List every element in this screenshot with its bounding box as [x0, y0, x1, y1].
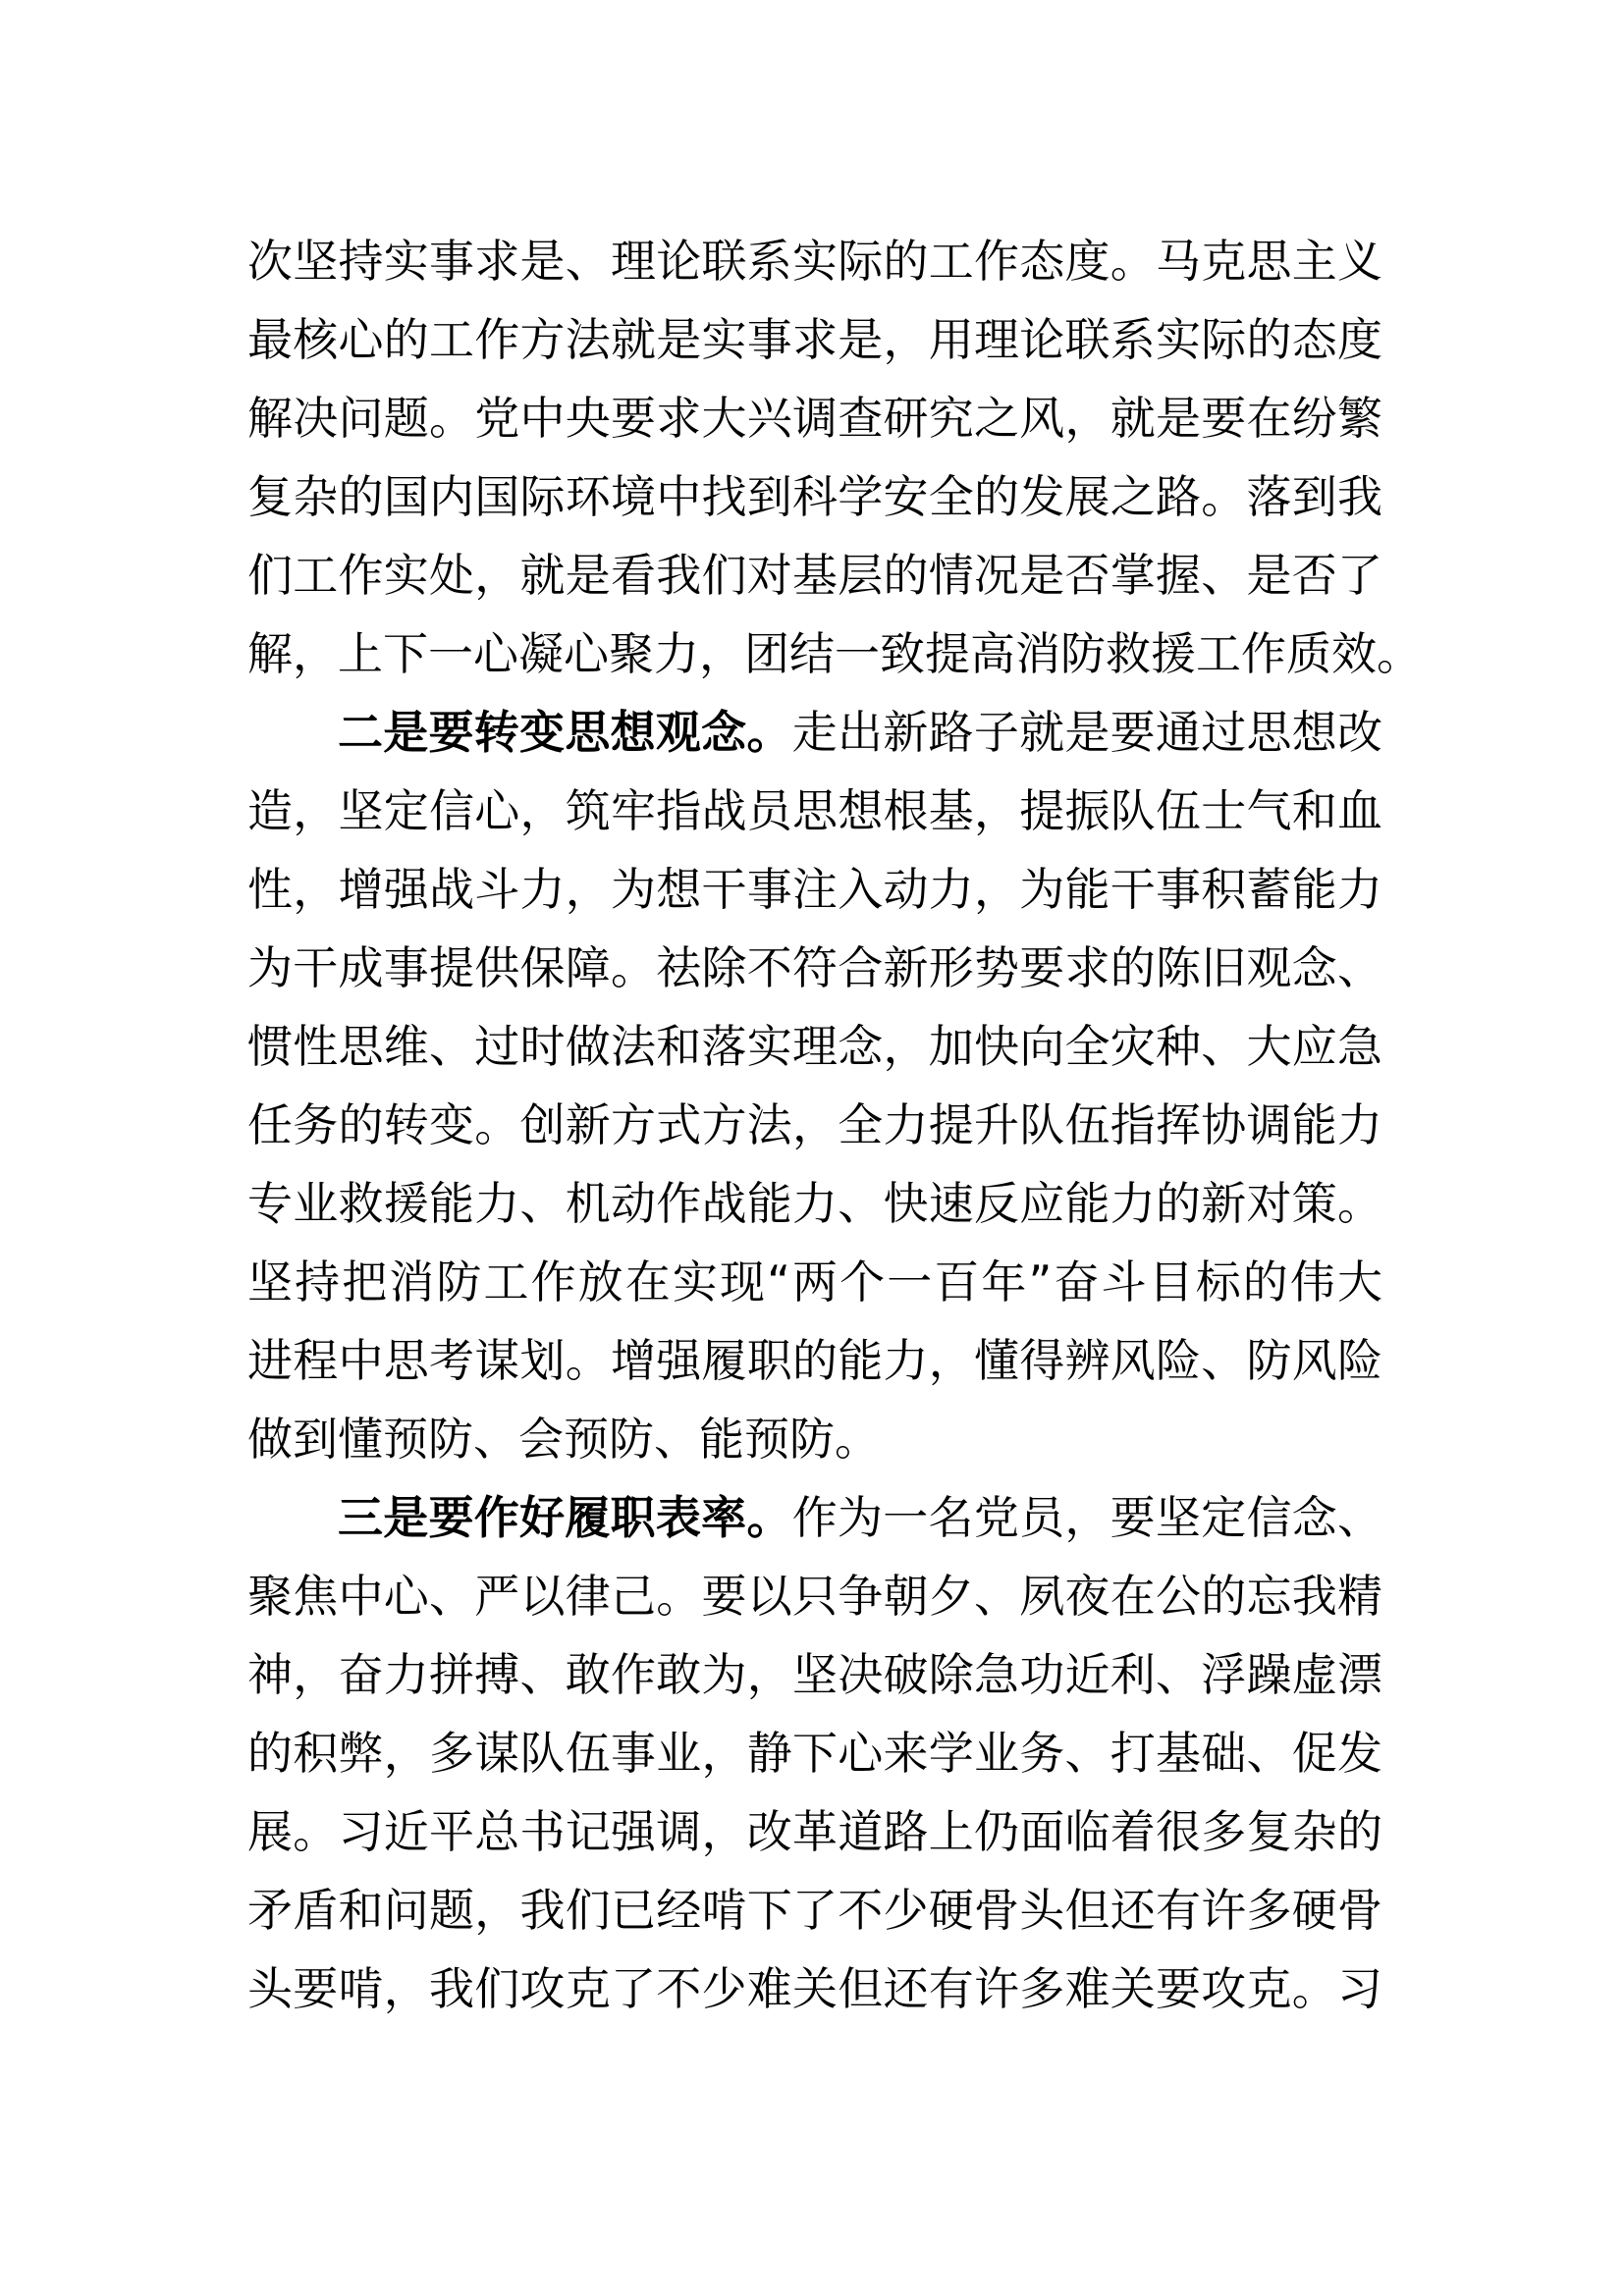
text-line: 们工作实处，就是看我们对基层的情况是否掌握、是否了 — [247, 549, 1382, 602]
text-line: 矛盾和问题，我们已经啃下了不少硬骨头但还有许多硬骨 — [247, 1884, 1382, 1937]
text-line: 展。习近平总书记强调，改革道路上仍面临着很多复杂的 — [247, 1805, 1382, 1858]
text-line: 的积弊，多谋队伍事业，静下心来学业务、打基础、促发 — [247, 1727, 1382, 1780]
text-line: 解决问题。党中央要求大兴调查研究之风，就是要在纷繁 — [247, 392, 1382, 445]
text-line: 坚持把消防工作放在实现“两个一百年”奋斗目标的伟大 — [247, 1255, 1382, 1308]
paragraph-lead-heading: 二是要转变思想观念。 — [338, 706, 792, 759]
text-line: 任务的转变。创新方式方法，全力提升队伍指挥协调能力 — [247, 1098, 1382, 1151]
text-line: 为干成事提供保障。祛除不符合新形势要求的陈旧观念、 — [247, 941, 1382, 994]
text-line — [247, 1478, 1382, 1557]
text-line: 神，奋力拼搏、敢作敢为，坚决破除急功近利、浮躁虚漂 — [247, 1648, 1382, 1701]
text-line: 解，上下一心凝心聚力，团结一致提高消防救援工作质效。 — [247, 627, 1422, 680]
text-segment: 走出新路子就是要通过思想改 — [791, 706, 1383, 759]
text-line: 复杂的国内国际环境中找到科学安全的发展之路。落到我 — [247, 470, 1382, 523]
text-segment: 作为一名党员，要坚定信念、 — [791, 1491, 1383, 1544]
paragraph-2 — [247, 693, 1382, 1478]
paragraph-1 — [247, 222, 1422, 693]
text-line: 惯性思维、过时做法和落实理念，加快向全灾种、大应急 — [247, 1020, 1382, 1073]
paragraph-3 — [247, 1478, 1382, 2028]
text-line: 次坚持实事求是、理论联系实际的工作态度。马克思主义 — [247, 235, 1382, 288]
text-line: 最核心的工作方法就是实事求是，用理论联系实际的态度 — [247, 313, 1382, 366]
text-line: 进程中思考谋划。增强履职的能力，懂得辨风险、防风险 — [247, 1334, 1382, 1387]
document-body — [247, 222, 1422, 2028]
paragraph-lead-heading: 三是要作好履职表率。 — [338, 1491, 792, 1544]
text-line — [247, 693, 1382, 772]
text-line: 造，坚定信心，筑牢指战员思想根基，提振队伍士气和血 — [247, 784, 1382, 837]
text-line: 头要啃，我们攻克了不少难关但还有许多难关要攻克。习 — [247, 1962, 1382, 2015]
text-line: 聚焦中心、严以律己。要以只争朝夕、夙夜在公的忘我精 — [247, 1570, 1382, 1623]
text-line: 性，增强战斗力，为想干事注入动力，为能干事积蓄能力 — [247, 863, 1382, 916]
text-line: 做到懂预防、会预防、能预防。 — [247, 1413, 880, 1466]
text-line: 专业救援能力、机动作战能力、快速反应能力的新对策。 — [247, 1177, 1382, 1230]
